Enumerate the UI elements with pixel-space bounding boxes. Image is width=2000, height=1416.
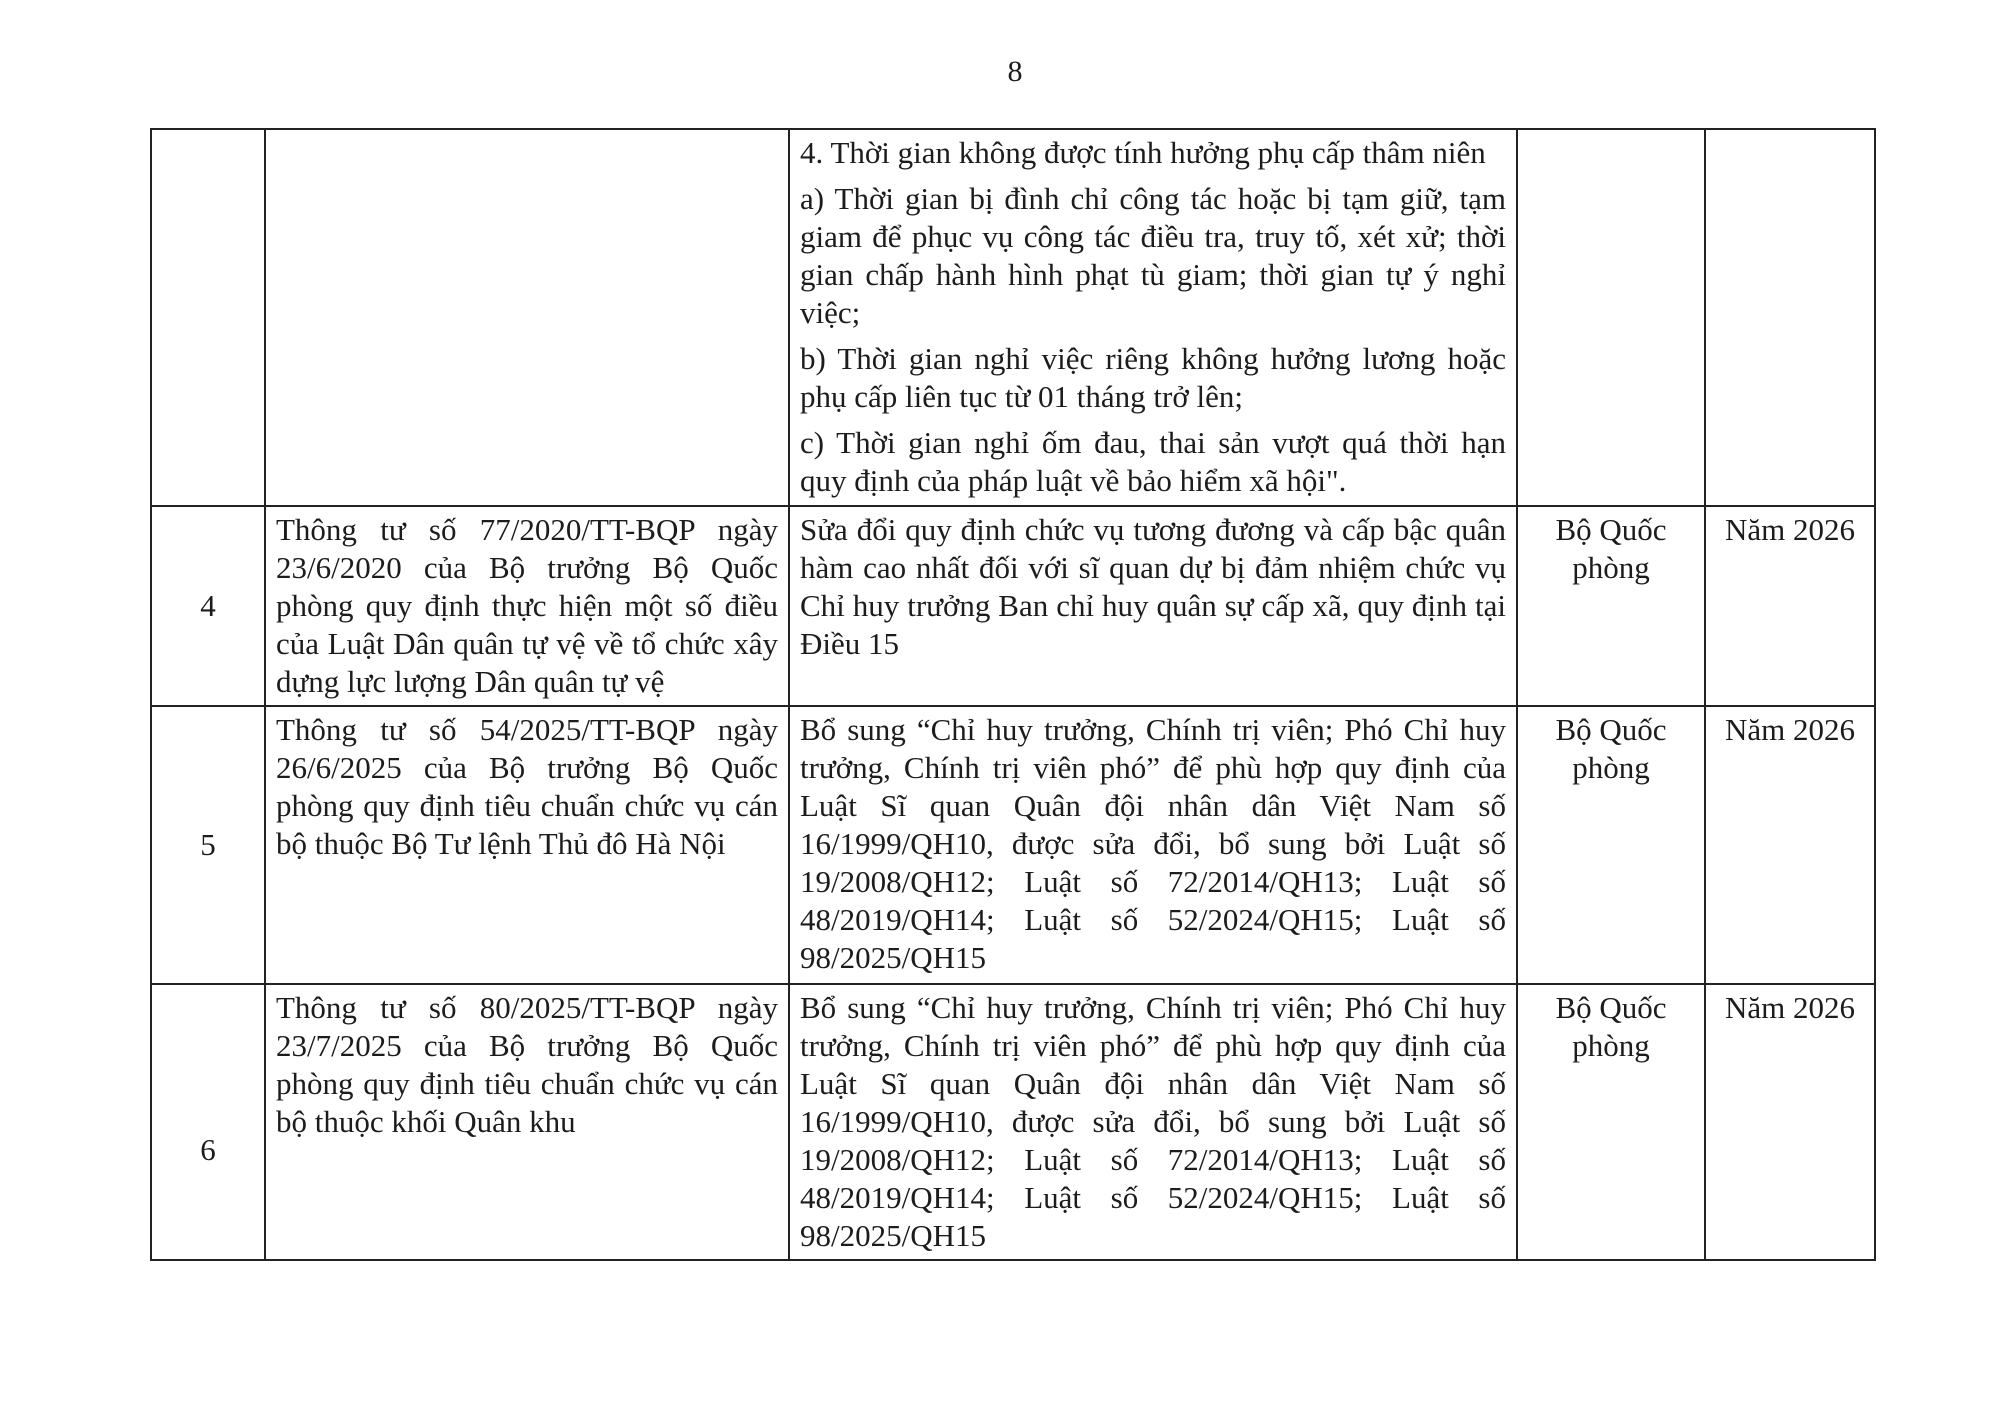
- content-paragraph: b) Thời gian nghỉ việc riêng không hưởng lương hoặc phụ cấp liên tục từ 01 tháng trở lên;: [800, 341, 1506, 414]
- content-paragraph: Sửa đổi quy định chức vụ tương đương và cấp bậc quân hàm cao nhất đối với sĩ quan dự bị đảm nhiệm chức vụ Chỉ huy trưởng Ban chỉ huy quân sự cấp xã, quy định tại Điều 15: [800, 512, 1506, 661]
- year-cell: Năm 2026: [1705, 706, 1875, 984]
- content-cell: [789, 506, 1517, 706]
- document-table: [150, 128, 1876, 1261]
- table-row: [151, 984, 1875, 1260]
- agency-cell: Bộ Quốc phòng: [1517, 984, 1705, 1260]
- agency-cell: [1517, 129, 1705, 506]
- row-number-cell: 6: [151, 984, 265, 1260]
- content-paragraph: c) Thời gian nghỉ ốm đau, thai sản vượt quá thời hạn quy định của pháp luật về bảo hiểm xã hội".: [800, 425, 1506, 498]
- table-row: [151, 129, 1875, 506]
- year-cell: [1705, 129, 1875, 506]
- table-row: [151, 706, 1875, 984]
- content-paragraph: a) Thời gian bị đình chỉ công tác hoặc bị tạm giữ, tạm giam để phục vụ công tác điều tra, truy tố, xét xử; thời gian chấp hành hình phạt tù giam; thời gian tự ý nghỉ việc;: [800, 181, 1506, 330]
- year-cell: Năm 2026: [1705, 984, 1875, 1260]
- agency-cell: Bộ Quốc phòng: [1517, 706, 1705, 984]
- content-paragraph: Bổ sung “Chỉ huy trưởng, Chính trị viên; Phó Chỉ huy trưởng, Chính trị viên phó” để phù hợp quy định của Luật Sĩ quan Quân đội nhân dân Việt Nam số 16/1999/QH10, được sửa đổi, bổ sung bởi Luật số 19/2008/QH12; Luật số 72/2014/QH13; Luật số 48/2019/QH14; Luật số 52/2024/QH15; Luật số 98/2025/QH15: [800, 990, 1506, 1253]
- row-number-cell: 4: [151, 506, 265, 706]
- page-number: 8: [1007, 55, 1023, 88]
- content-cell: [789, 984, 1517, 1260]
- year-cell: Năm 2026: [1705, 506, 1875, 706]
- content-paragraph: 4. Thời gian không được tính hưởng phụ cấp thâm niên: [800, 135, 1486, 170]
- row-number-cell: [151, 129, 265, 506]
- document-cell: [265, 129, 789, 506]
- content-cell: [789, 129, 1517, 506]
- agency-cell: Bộ Quốc phòng: [1517, 506, 1705, 706]
- content-paragraph: Bổ sung “Chỉ huy trưởng, Chính trị viên; Phó Chỉ huy trưởng, Chính trị viên phó” để phù hợp quy định của Luật Sĩ quan Quân đội nhân dân Việt Nam số 16/1999/QH10, được sửa đổi, bổ sung bởi Luật số 19/2008/QH12; Luật số 72/2014/QH13; Luật số 48/2019/QH14; Luật số 52/2024/QH15; Luật số 98/2025/QH15: [800, 712, 1506, 975]
- document-cell: Thông tư số 80/2025/TT-BQP ngày 23/7/2025 của Bộ trưởng Bộ Quốc phòng quy định tiêu chuẩn chức vụ cán bộ thuộc khối Quân khu: [265, 984, 789, 1260]
- document-cell: Thông tư số 54/2025/TT-BQP ngày 26/6/2025 của Bộ trưởng Bộ Quốc phòng quy định tiêu chuẩn chức vụ cán bộ thuộc Bộ Tư lệnh Thủ đô Hà Nội: [265, 706, 789, 984]
- row-number-cell: 5: [151, 706, 265, 984]
- content-cell: [789, 706, 1517, 984]
- document-cell: Thông tư số 77/2020/TT-BQP ngày 23/6/2020 của Bộ trưởng Bộ Quốc phòng quy định thực hiện một số điều của Luật Dân quân tự vệ về tổ chức xây dựng lực lượng Dân quân tự vệ: [265, 506, 789, 706]
- table-row: [151, 506, 1875, 706]
